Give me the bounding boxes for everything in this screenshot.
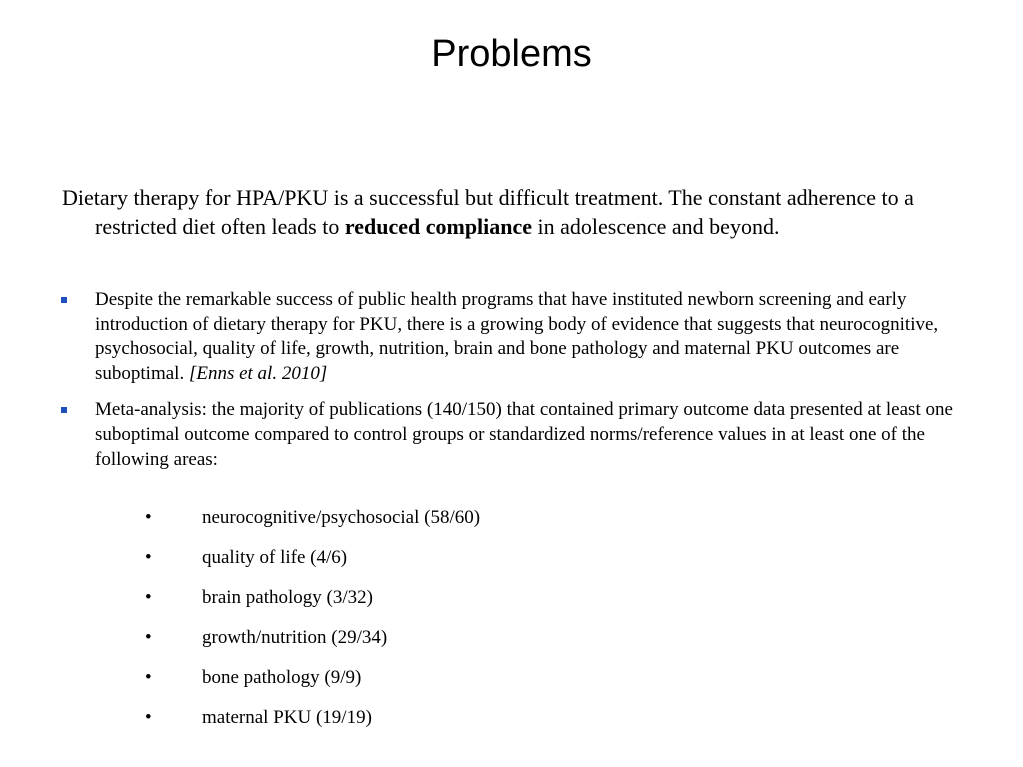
slide-title: Problems bbox=[431, 33, 592, 75]
intro-paragraph bbox=[62, 184, 967, 241]
list-item-text: quality of life (4/6) bbox=[202, 547, 348, 568]
list-item-text: neurocognitive/psychosocial (58/60) bbox=[202, 507, 481, 528]
list-item-text: maternal PKU (19/19) bbox=[202, 707, 372, 728]
dot-bullet-icon: • bbox=[145, 707, 152, 728]
list-item bbox=[145, 626, 480, 666]
dot-bullet-icon: • bbox=[145, 587, 152, 608]
list-item-text: bone pathology (9/9) bbox=[202, 667, 362, 688]
square-bullet-icon bbox=[61, 297, 67, 303]
intro-bold-phrase: reduced compliance bbox=[344, 213, 533, 239]
list-item bbox=[145, 706, 480, 746]
dot-bullet-icon: • bbox=[145, 627, 152, 648]
bullet-citation: [Enns et al. 2010] bbox=[188, 362, 328, 384]
list-item bbox=[145, 586, 480, 626]
bullet-item bbox=[60, 288, 960, 386]
intro-text-before: Dietary therapy for HPA/PKU is a successful but difficult treatment. The constant adherence to a restricted diet often leads to bbox=[62, 185, 914, 239]
list-item bbox=[145, 506, 480, 546]
main-bullet-list bbox=[60, 288, 960, 484]
bullet-text: Despite the remarkable success of public health programs that have instituted newborn screening and early introduction of dietary therapy for PKU, there is a growing body of evidence that suggests that neurocognitive, psychosocial, quality of life, growth, nutrition, brain and bone pathology and maternal PKU outcomes are suboptimal. bbox=[95, 289, 939, 384]
dot-bullet-icon: • bbox=[145, 507, 152, 528]
bullet-item bbox=[60, 398, 960, 472]
square-bullet-icon bbox=[61, 407, 67, 413]
list-item bbox=[145, 546, 480, 586]
dot-bullet-icon: • bbox=[145, 547, 152, 568]
list-item-text: growth/nutrition (29/34) bbox=[202, 627, 388, 648]
intro-text-after: in adolescence and beyond. bbox=[532, 213, 780, 239]
dot-bullet-icon: • bbox=[145, 667, 152, 688]
outcome-area-list bbox=[145, 506, 480, 746]
list-item bbox=[145, 666, 480, 706]
bullet-text: Meta-analysis: the majority of publications (140/150) that contained primary outcome data presented at least one suboptimal outcome compared to control groups or standardized norms/reference values in at least one of the following areas: bbox=[95, 399, 953, 470]
list-item-text: brain pathology (3/32) bbox=[202, 587, 373, 608]
